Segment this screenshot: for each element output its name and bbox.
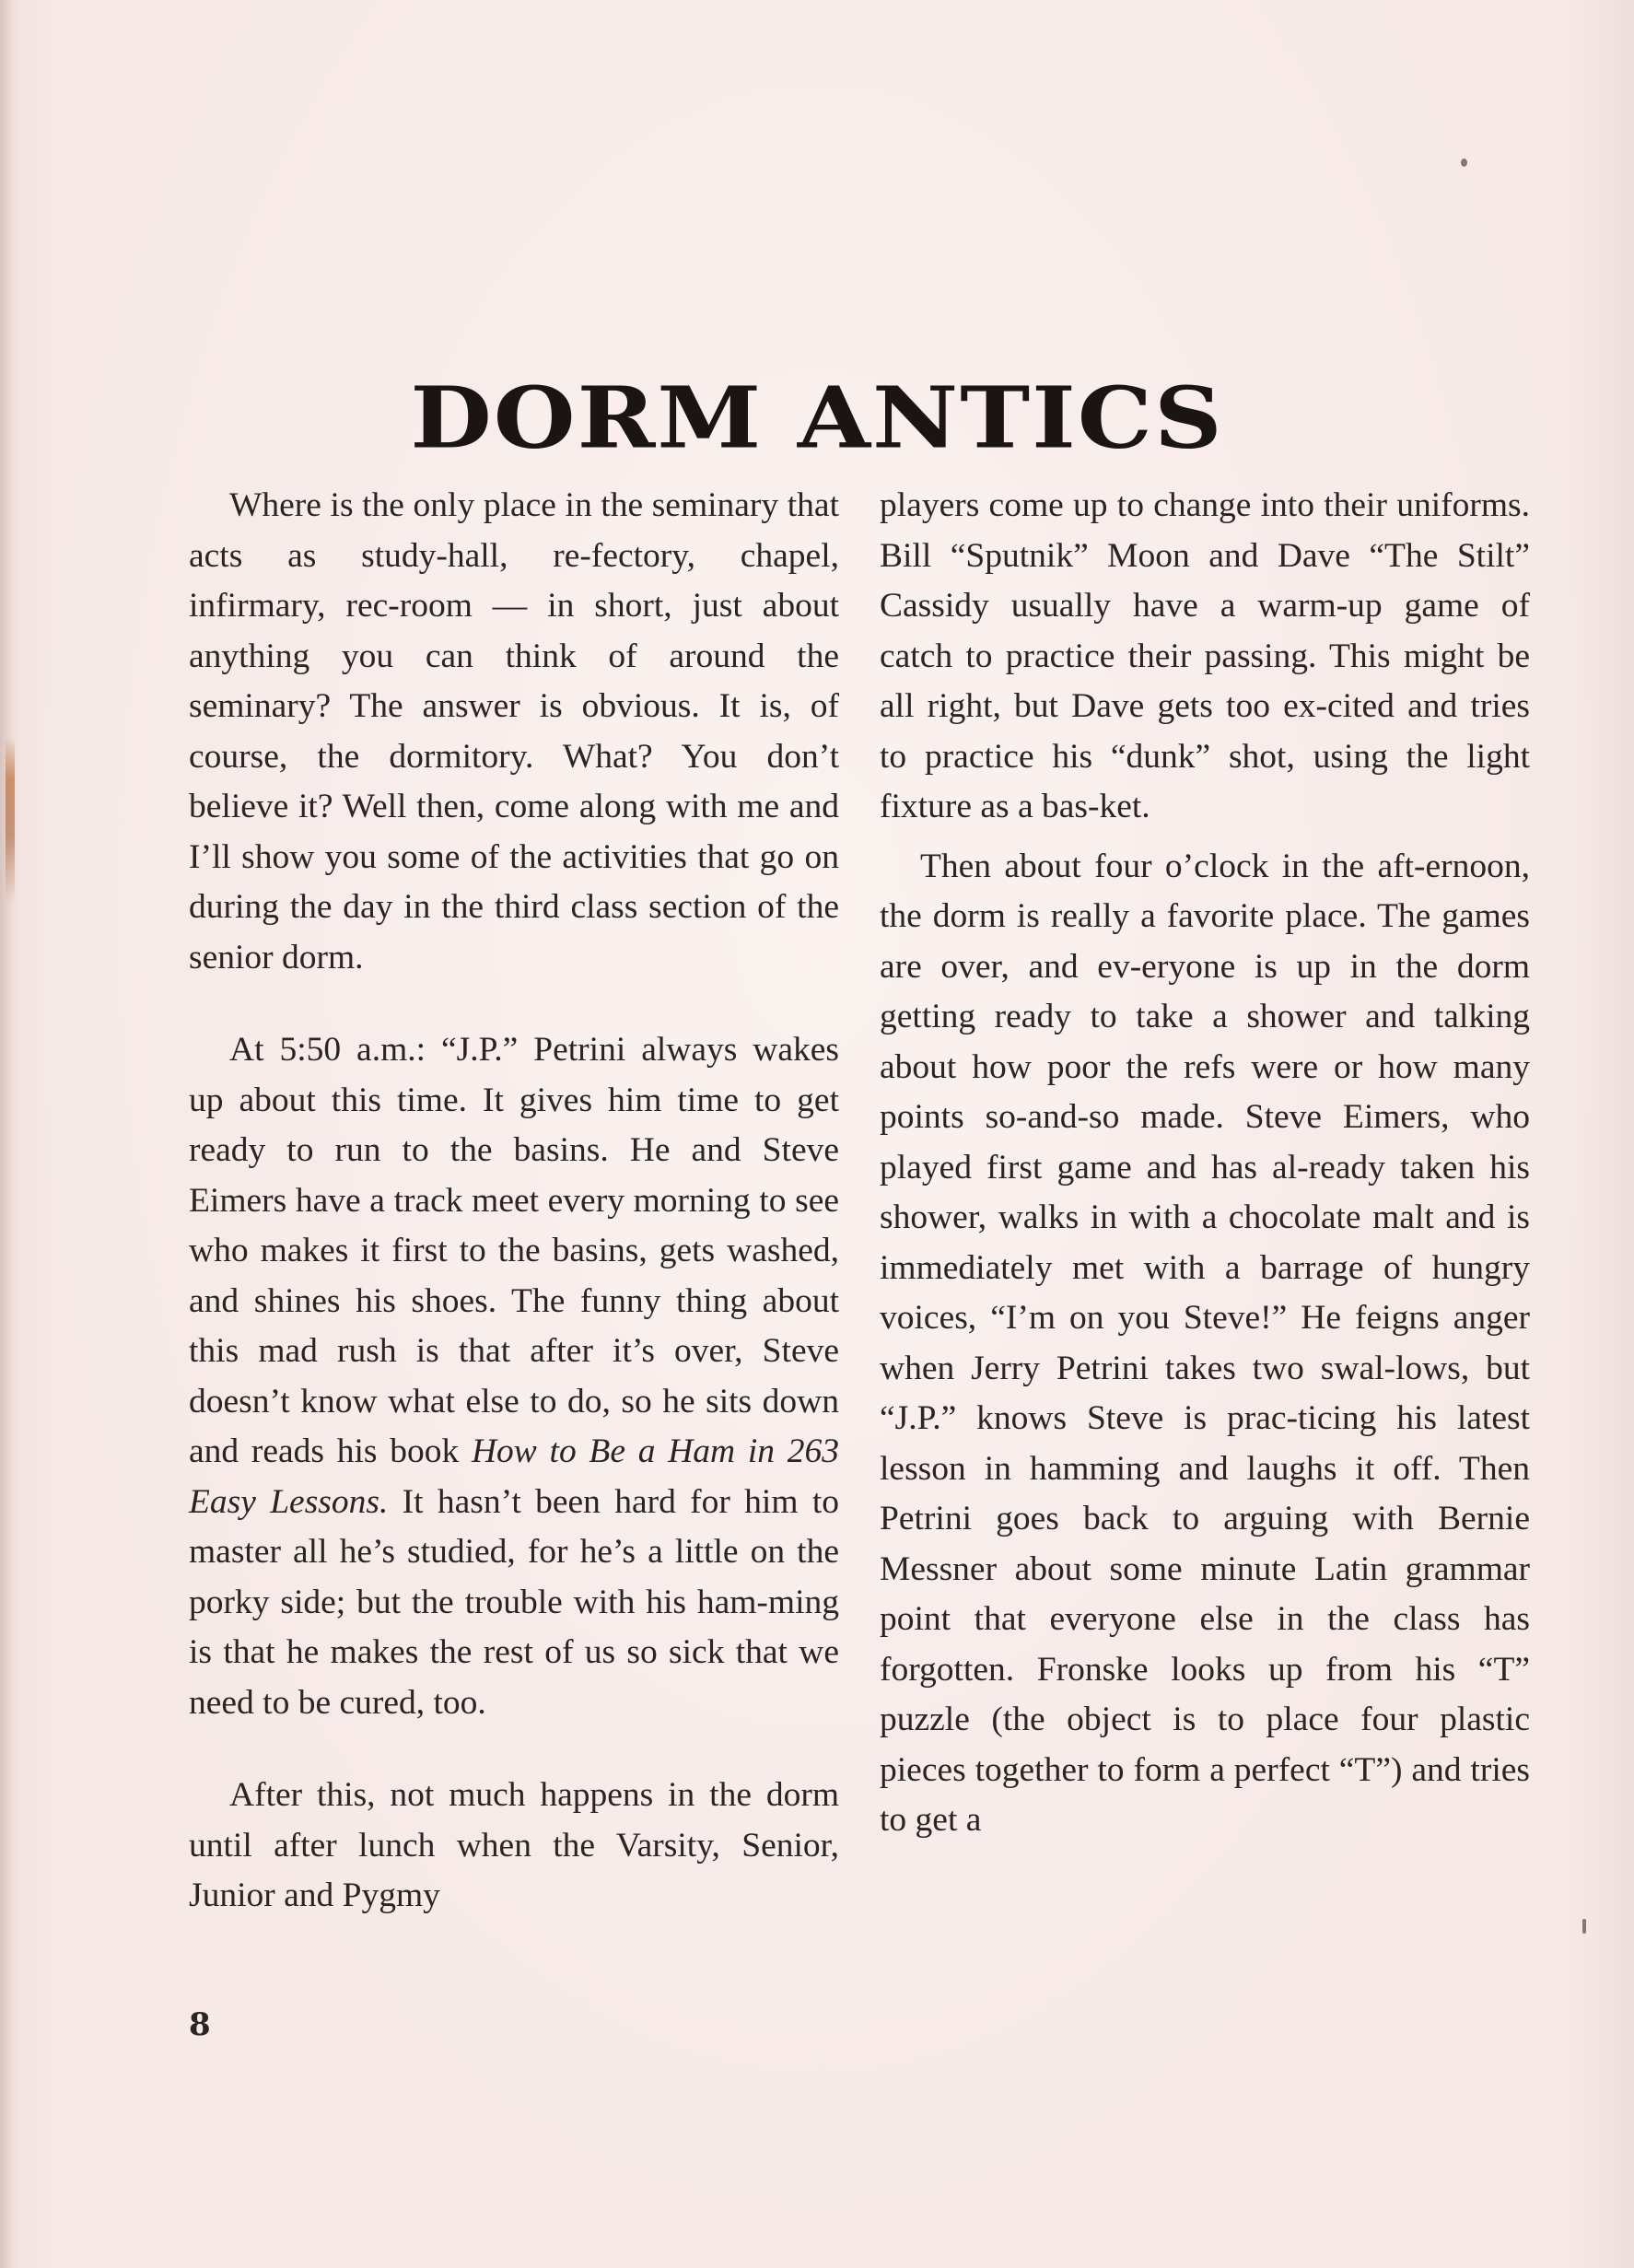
right-text-column	[880, 481, 1530, 1846]
paragraph-text: It hasn’t been hard for him to master all he’s studied, for he’s a little on the porky side; but the trouble with his ham-ming is that he makes the rest of us so sick that we need to be cured, too.	[189, 1482, 839, 1722]
paragraph-text: At 5:50 a.m.: “J.P.” Petrini always wakes up about this time. It gives him time to get ready to run to the basins. He and Steve Eimers have a track meet every morning to see who makes it first to the basins, gets washed, and shines his shoes. The funny thing about this mad rush is that after it’s over, Steve doesn’t know what else to do, so he sits down and reads his book	[189, 1031, 839, 1470]
left-text-column	[189, 481, 839, 1922]
paragraph: After this, not much happens in the dorm until after lunch when the Varsity, Senior, Junior and Pygmy	[189, 1776, 839, 1914]
paper-speck	[1582, 1919, 1586, 1934]
page-number: 8	[189, 2006, 211, 2043]
paragraph	[189, 1025, 839, 1728]
page-binding-edge	[0, 0, 13, 2268]
paper-speck	[1461, 158, 1467, 167]
article-title: DORM ANTICS	[410, 368, 1224, 469]
paragraph: Then about four o’clock in the aft-ernoon, the dorm is really a favorite place. The games are over, and ev-eryone is up in the dorm getting ready to take a shower and talking about how poor the refs were or how many points so-and-so made. Steve Eimers, who played first game and has al-ready taken his shower, walks in with a chocolate malt and is immediately met with a barrage of hungry voices, “I’m on you Steve!” He feigns anger when Jerry Petrini takes two swal-lows, but “J.P.” knows Steve is prac-ticing his latest lesson in hamming and laughs it off. Then Petrini goes back to arguing with Bernie Messner about some minute Latin grammar point that everyone else in the class has forgotten. Fronske looks up from his “T” puzzle (the object is to place four plastic pieces together to form a perfect “T”) and tries to get a	[880, 847, 1530, 1839]
book-title: How to Be a Ham in 263 Easy Lessons.	[189, 1432, 839, 1521]
paragraph: Where is the only place in the seminary that acts as study-hall, re-fectory, chapel, infirmary, rec-room — in short, just about anything you can think of around the seminary? The answer is obvious. It is, of course, the dormitory. What? You don’t believe it? Well then, come along with me and I’ll show you some of the activities that go on during the day in the third class section of the senior dorm.	[189, 486, 839, 976]
paper-stain	[6, 737, 15, 903]
paragraph: players come up to change into their uniforms. Bill “Sputnik” Moon and Dave “The Stilt” Cassidy usually have a warm-up game of catch to practice their passing. This might be all right, but Dave gets too ex-cited and tries to practice his “dunk” shot, using the light fixture as a bas-ket.	[880, 486, 1530, 825]
